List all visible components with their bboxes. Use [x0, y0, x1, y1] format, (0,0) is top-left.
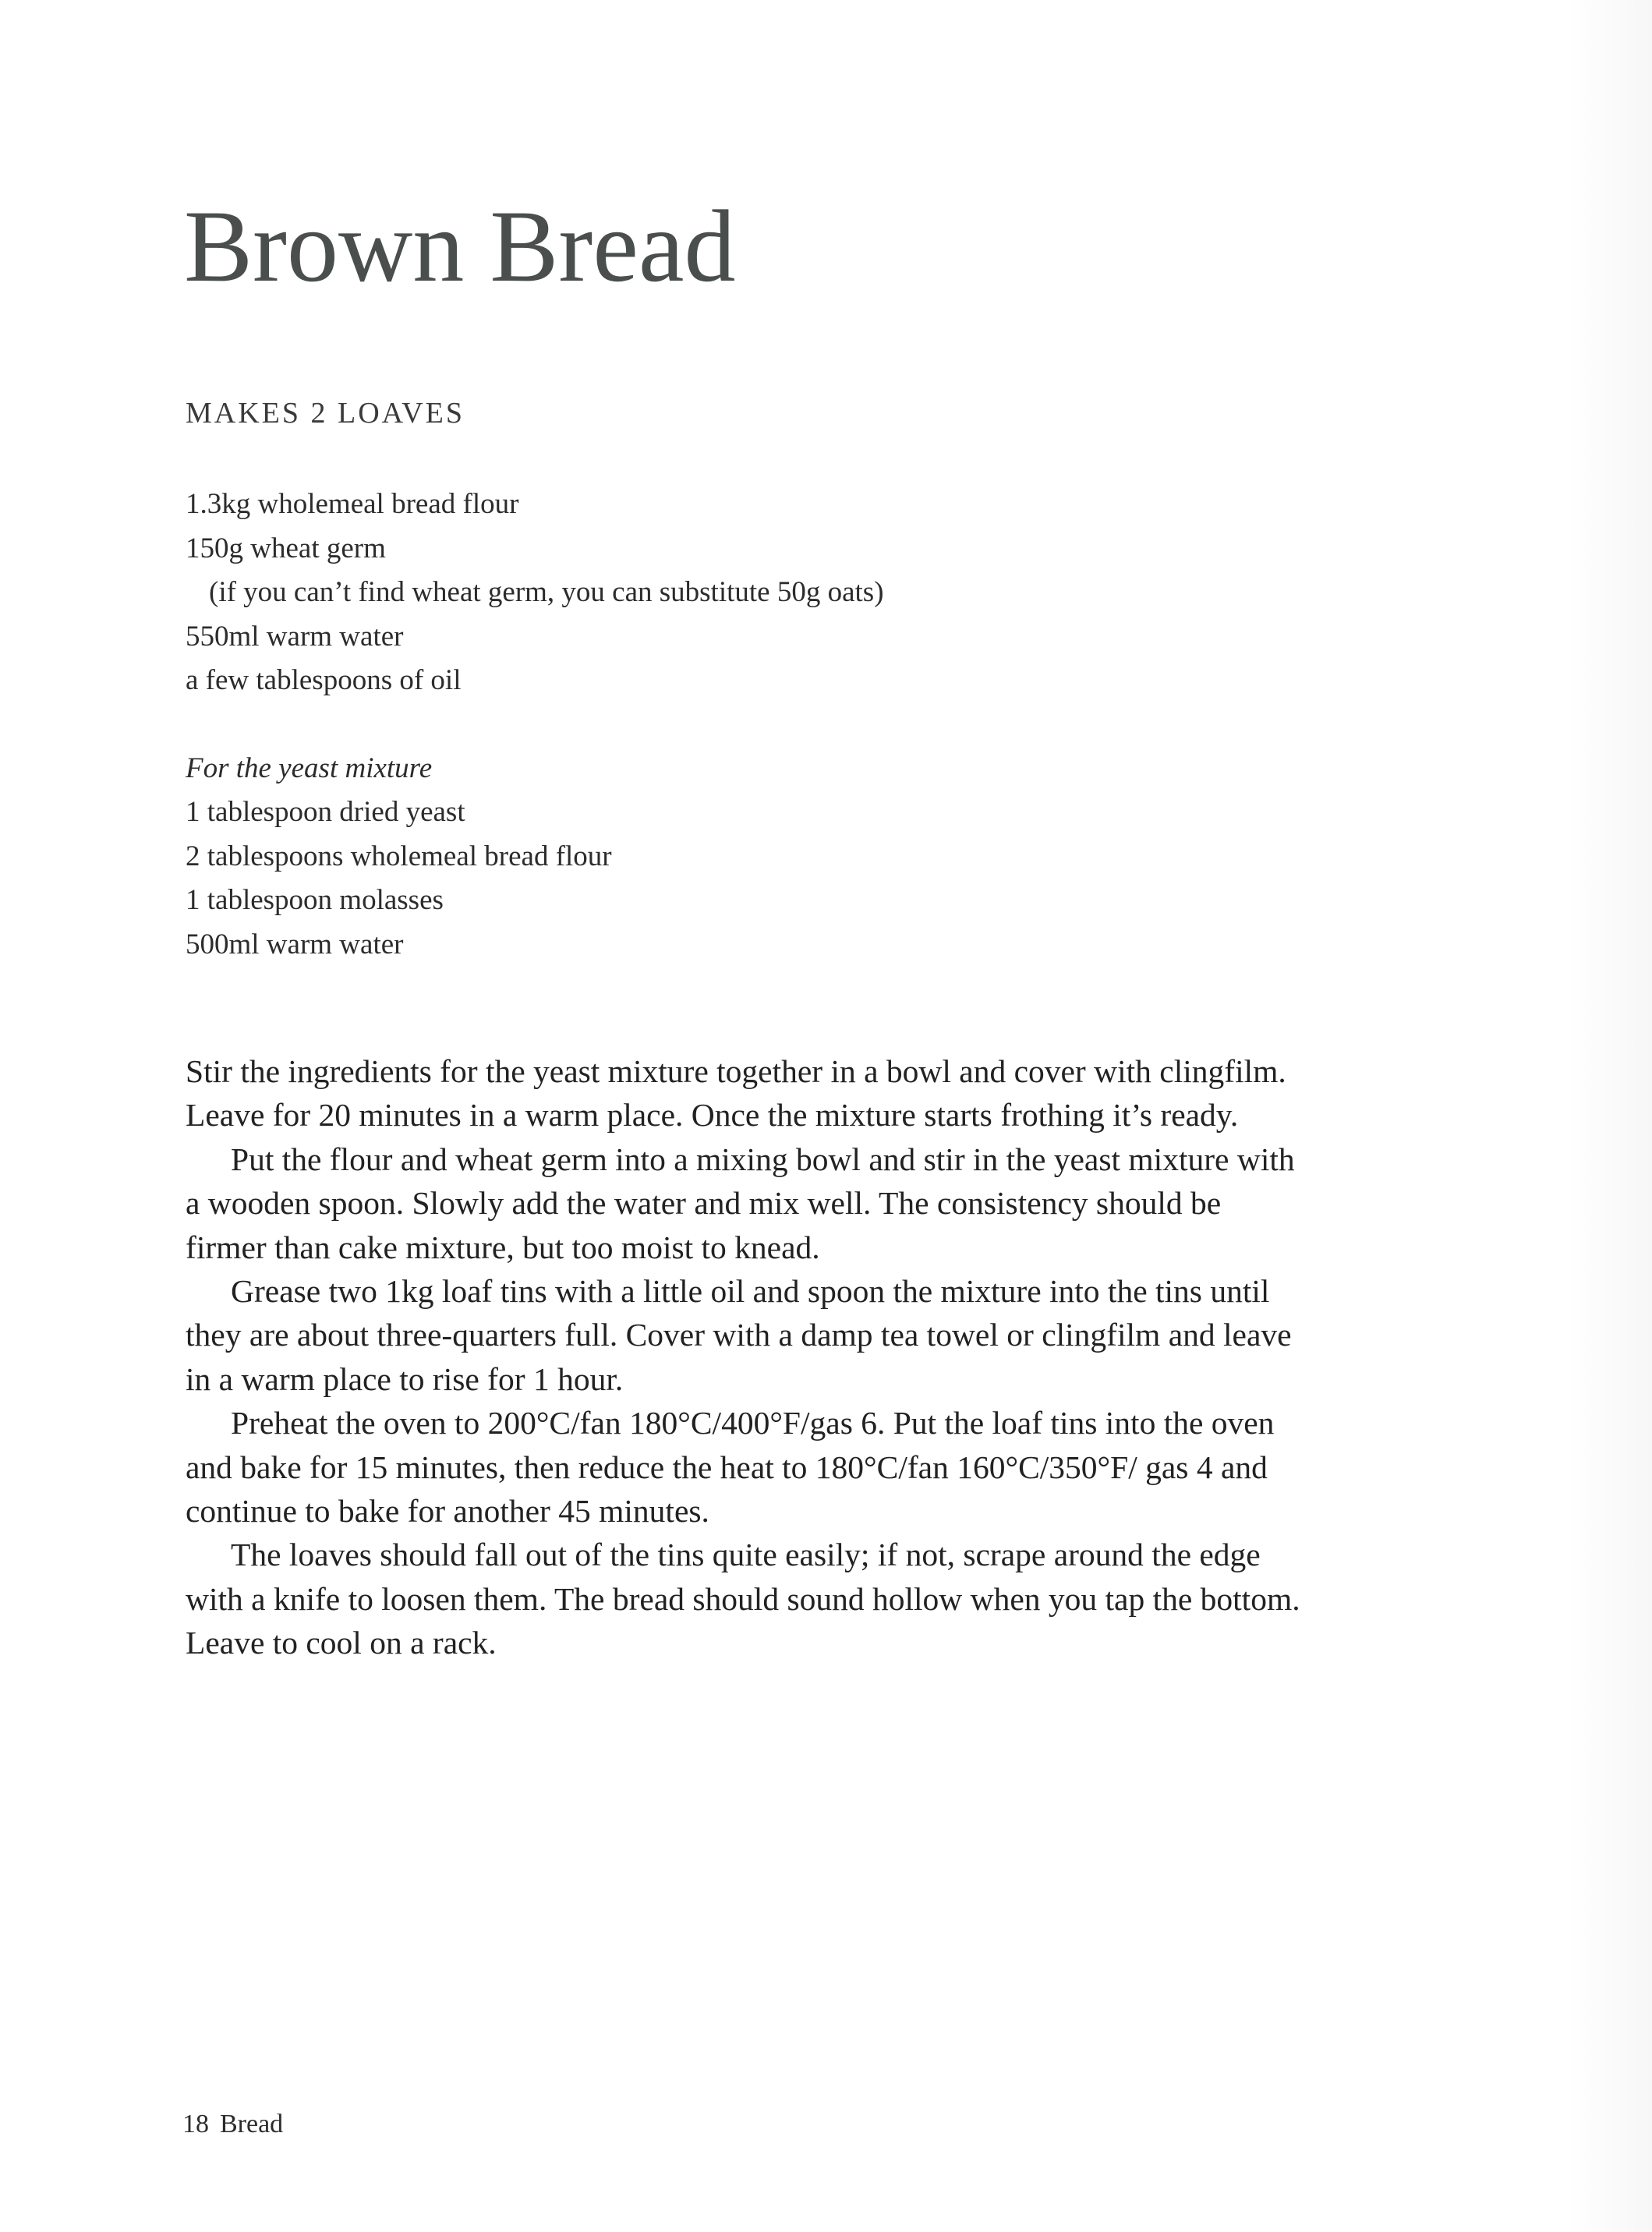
yeast-ingredient-item: 1 tablespoon molasses — [186, 884, 444, 916]
page-edge-shadow — [1566, 0, 1652, 2232]
yeast-mixture-heading: For the yeast mixture — [186, 752, 433, 784]
page-number: 18 — [182, 2110, 209, 2138]
page-footer — [182, 2110, 283, 2139]
section-name: Bread — [220, 2110, 284, 2138]
method-paragraph: Grease two 1kg loaf tins with a little oil and spoon the mixture into the tins until they are about three-quarters full. Cover with a damp tea towel or clingfilm and leave in a warm place to rise for 1 hour. — [186, 1273, 1292, 1397]
yeast-ingredient-item: 500ml warm water — [186, 928, 404, 960]
yeast-ingredient-item: 2 tablespoons wholemeal bread flour — [186, 840, 612, 872]
ingredient-item: a few tablespoons of oil — [186, 664, 462, 696]
method-paragraph: Put the flour and wheat germ into a mixing bowl and stir in the yeast mixture with a wooden spoon. Slowly add the water and mix well. The consistency should be firmer than cake mixture, but too moist to knead. — [186, 1141, 1295, 1265]
method-text — [186, 1049, 1308, 1665]
ingredient-item: 550ml warm water — [186, 620, 404, 653]
recipe-yield: MAKES 2 LOAVES — [186, 397, 465, 430]
method-paragraph: Preheat the oven to 200°C/fan 180°C/400°F/gas 6. Put the loaf tins into the oven and bake for 15 minutes, then reduce the heat to 180°C/fan 160°C/350°F/ gas 4 and continue to bake for another 45 minutes. — [186, 1405, 1275, 1530]
ingredient-item: 1.3kg wholemeal bread flour — [186, 488, 519, 520]
method-paragraph: The loaves should fall out of the tins quite easily; if not, scrape around the edge with a knife to loosen them. The bread should sound hollow when you tap the bottom. Leave to cool on a rack. — [186, 1537, 1300, 1661]
recipe-title: Brown Bread — [184, 189, 736, 303]
yeast-ingredient-list — [186, 791, 612, 967]
ingredient-note: (if you can’t find wheat germ, you can substitute 50g oats) — [209, 576, 884, 608]
ingredient-item: 150g wheat germ — [186, 532, 386, 564]
method-paragraph: Stir the ingredients for the yeast mixture together in a bowl and cover with clingfilm. Leave for 20 minutes in a warm place. Once the mixture starts frothing it’s ready. — [186, 1053, 1286, 1134]
ingredient-list — [186, 483, 884, 703]
yeast-ingredient-item: 1 tablespoon dried yeast — [186, 796, 465, 828]
